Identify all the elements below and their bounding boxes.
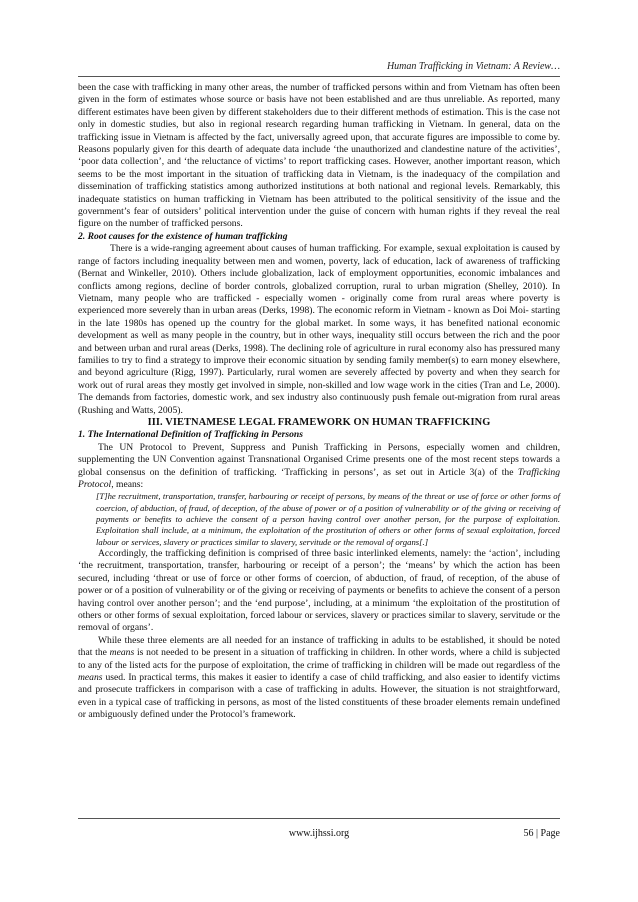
paragraph-text: used. In practical terms, this makes it easier to identify a case of child trafficking, and also easier to identify victims and prosecute traffickers in comparison with a case of trafficking in adults. However, the situation is not straightforward, even in a typical case of trafficking in persons, as most of the listed constituents of these broader elements remain undefined or ambiguously defined under the Protocol’s framework.	[78, 671, 560, 721]
protocol-name-italic: Trafficking Protocol	[78, 466, 560, 490]
subheading-root-causes: 2. Root causes for the existence of human trafficking	[78, 230, 288, 242]
header-divider	[78, 76, 560, 77]
section-heading-legal-framework: III. VIETNAMESE LEGAL FRAMEWORK ON HUMAN TRAFFICKING	[147, 416, 491, 428]
paragraph-text: The UN Protocol to Prevent, Suppress and Punish Trafficking in Persons, especially women and children, supplementing the UN Convention against Transnational Organised Crime presents one of the most recent steps towards a global consensus on the definition of trafficking. ‘Trafficking in persons’, as set out in Article 3(a) of the	[78, 441, 560, 478]
paragraph-text: , means:	[111, 479, 144, 490]
block-quote-definition: [T]he recruitment, transportation, transfer, harbouring or receipt of persons, by means of the threat or use of force or other forms of coercion, of abduction, of fraud, of deception, of the abuse of power or of a position of vulnerability or of the giving or receiving of payments or benefits to achieve the consent of a person having control over another person, for the purpose of exploitation. Exploitation shall include, at a minimum, the exploitation of the prostitution of others or other forms of sexual exploitation, forced labour or services, slavery or practices similar to slavery, servitude or the removal of organs[.]	[96, 491, 560, 547]
italic-means: means	[109, 647, 135, 659]
paragraph-un-protocol	[78, 442, 560, 492]
page-body	[78, 82, 560, 722]
paragraph-root-causes: There is a wide-ranging agreement about causes of human trafficking. For example, sexual exploitation is caused by range of factors including inequality between men and women, poverty, lack of education, lack of awareness of trafficking (Bernat and Winkeller, 2010). Others include globalization, lack of employment opportunities, economic imbalances and conflicts among regions, decline of border controls, globalized corruption, rural to urban migration (Shelley, 2010). In Vietnam, many people who are trafficked - especially women - originally come from rural areas where poverty is experienced more severely than in urban areas (Derks, 1998). The economic reform in Vietnam - known as Doi Moi- starting in the late 1980s has opened up the country for the global market. In some ways, it has benefited national economic development as well as many people in the country, but in other ways, inequality still occurs between the rich and the poor and between urban and rural areas (Derks, 1998). The declining role of agriculture in rural economy also has pressured many families to try to find a strategy to improve their economic situation by sending family member(s) to earn money elsewhere, and beyond agriculture (Rigg, 1997). Particularly, rural women are severely affected by poverty and when they search for work out of rural areas they mostly get involved in simple, non-skilled and low wage work in the cities (Tran and Le, 2000). The demands from factories, domestic work, and sex industry also continuously push female out-migration from rural areas (Rushing and Watts, 2005).	[78, 243, 560, 416]
page-number: 56 | Page	[523, 828, 560, 839]
paragraph-three-elements: Accordingly, the trafficking definition is comprised of three basic interlinked elements, namely: the ‘action’, including ‘the recruitment, transportation, transfer, harbouring or receipt of a person’; the ‘means’ by which the action has been secured, including ‘threat or use of force or other forms of coercion, of abduction, of fraud, of reception, of the abuse of power or of a position of vulnerability or of the giving or receiving of payments or benefits to achieve the consent of a person having control over another person’; and the ‘end purpose’, including, at a minimum ‘the exploitation of the prostitution of others or other forms of sexual exploitation, forced labour or services, slavery or practices similar to slavery, servitude or the removal of organs’.	[78, 547, 560, 634]
paragraph-child-trafficking	[78, 635, 560, 722]
paragraph-text: While these three elements are all needed for an instance of trafficking in adults to be established, it should be noted that the	[78, 634, 560, 659]
footer-divider	[78, 818, 560, 819]
footer-url: www.ijhssi.org	[288, 828, 350, 839]
paragraph-data-issues: been the case with trafficking in many other areas, the number of trafficked persons within and from Vietnam has often been given in the form of estimates whose source or basis have not been established and are thus unreliable. As reported, many different estimates have been given by different stakeholders due to their different methods of estimation. This is the case not only in domestic studies, but also in regional research regarding human trafficking in Vietnam. In general, data on the trafficking issue in Vietnam is affected by the fact, universally agreed upon, that accurate figures are impossible to come by. Reasons popularly given for this dearth of adequate data include ‘the unauthorized and clandestine nature of the activities’, ‘poor data collection’, and ‘the reluctance of victims’ to report trafficking cases. However, another important reason, which seems to be the most important in the situation of trafficking data in Vietnam, is the inadequacy of the compilation and dissemination of trafficking statistics among authorized institutions at both national and regional levels. Remarkably, this inadequate statistics on human trafficking in Vietnam has been attributed to the political sensitivity of the issue and the government’s fear of outsiders’ political intervention under the guise of concern with human rights if they reveal the real figure on the number of trafficked persons.	[78, 82, 560, 230]
paragraph-text: is not needed to be present in a situation of trafficking in children. In other words, where a child is subjected to any of the listed acts for the purpose of exploitation, the crime of trafficking in children will be made out regardless of the	[78, 647, 560, 671]
italic-means: means	[78, 671, 103, 683]
subheading-international-definition: 1. The International Definition of Trafficking in Persons	[78, 429, 303, 441]
running-header: Human Trafficking in Vietnam: A Review…	[386, 61, 560, 72]
